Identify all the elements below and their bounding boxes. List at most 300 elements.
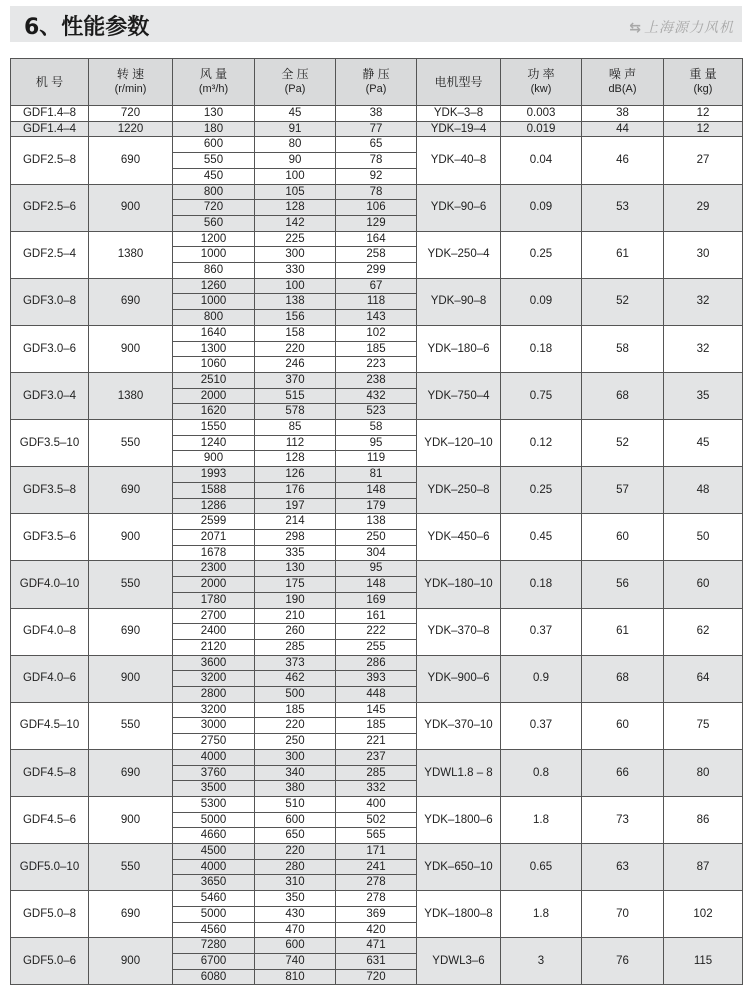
cell-noise: 76	[582, 938, 664, 985]
cell-noise: 70	[582, 891, 664, 938]
table-row	[11, 231, 743, 247]
cell-static-pressure: 420	[336, 922, 417, 938]
cell-static-pressure: 161	[336, 608, 417, 624]
table-row	[11, 938, 743, 954]
table-row	[11, 372, 743, 388]
cell-weight: 29	[664, 184, 743, 231]
cell-total-pressure: 650	[255, 828, 336, 844]
cell-model: GDF3.5–10	[11, 420, 89, 467]
cell-airflow: 3760	[173, 765, 255, 781]
cell-total-pressure: 515	[255, 388, 336, 404]
cell-total-pressure: 578	[255, 404, 336, 420]
cell-model: GDF1.4–8	[11, 106, 89, 122]
cell-static-pressure: 237	[336, 749, 417, 765]
cell-static-pressure: 565	[336, 828, 417, 844]
cell-model: GDF4.0–10	[11, 561, 89, 608]
cell-weight: 80	[664, 749, 743, 796]
cell-airflow: 1588	[173, 482, 255, 498]
cell-airflow: 1000	[173, 247, 255, 263]
cell-airflow: 1300	[173, 341, 255, 357]
cell-model: GDF3.5–8	[11, 467, 89, 514]
cell-weight: 64	[664, 655, 743, 702]
cell-static-pressure: 523	[336, 404, 417, 420]
cell-total-pressure: 112	[255, 435, 336, 451]
cell-airflow: 860	[173, 263, 255, 279]
cell-static-pressure: 286	[336, 655, 417, 671]
cell-power: 0.12	[501, 420, 582, 467]
cell-static-pressure: 631	[336, 953, 417, 969]
cell-static-pressure: 81	[336, 467, 417, 483]
cell-power: 1.8	[501, 796, 582, 843]
cell-total-pressure: 190	[255, 592, 336, 608]
cell-static-pressure: 304	[336, 545, 417, 561]
table-row	[11, 561, 743, 577]
cell-total-pressure: 197	[255, 498, 336, 514]
cell-noise: 52	[582, 278, 664, 325]
cell-noise: 60	[582, 702, 664, 749]
cell-weight: 62	[664, 608, 743, 655]
cell-model: GDF2.5–8	[11, 137, 89, 184]
cell-airflow: 4660	[173, 828, 255, 844]
cell-total-pressure: 175	[255, 577, 336, 593]
col-header-motor-model: 电机型号	[417, 59, 501, 106]
col-header-weight: 重 量 (kg)	[664, 59, 743, 106]
cell-total-pressure: 158	[255, 325, 336, 341]
cell-motor-model: YDK–1800–6	[417, 796, 501, 843]
cell-power: 0.8	[501, 749, 582, 796]
table-row	[11, 137, 743, 153]
cell-noise: 44	[582, 121, 664, 137]
cell-power: 0.25	[501, 231, 582, 278]
cell-power: 0.09	[501, 184, 582, 231]
cell-total-pressure: 462	[255, 671, 336, 687]
table-row	[11, 278, 743, 294]
cell-static-pressure: 169	[336, 592, 417, 608]
cell-total-pressure: 45	[255, 106, 336, 122]
col-header-power: 功 率 (kw)	[501, 59, 582, 106]
cell-power: 0.04	[501, 137, 582, 184]
cell-static-pressure: 129	[336, 215, 417, 231]
cell-airflow: 3500	[173, 781, 255, 797]
cell-static-pressure: 258	[336, 247, 417, 263]
cell-total-pressure: 90	[255, 153, 336, 169]
cell-model: GDF2.5–4	[11, 231, 89, 278]
cell-power: 0.37	[501, 702, 582, 749]
cell-static-pressure: 171	[336, 844, 417, 860]
cell-static-pressure: 102	[336, 325, 417, 341]
cell-model: GDF3.5–6	[11, 514, 89, 561]
cell-weight: 12	[664, 106, 743, 122]
cell-static-pressure: 223	[336, 357, 417, 373]
cell-total-pressure: 185	[255, 702, 336, 718]
cell-airflow: 800	[173, 184, 255, 200]
table-row	[11, 796, 743, 812]
cell-static-pressure: 432	[336, 388, 417, 404]
col-header-total-pressure: 全 压 (Pa)	[255, 59, 336, 106]
cell-airflow: 560	[173, 215, 255, 231]
cell-motor-model: YDK–450–6	[417, 514, 501, 561]
cell-total-pressure: 100	[255, 278, 336, 294]
cell-airflow: 6080	[173, 969, 255, 985]
cell-static-pressure: 369	[336, 906, 417, 922]
cell-noise: 46	[582, 137, 664, 184]
cell-static-pressure: 38	[336, 106, 417, 122]
cell-power: 0.18	[501, 561, 582, 608]
cell-speed: 550	[89, 561, 173, 608]
cell-motor-model: YDK–90–6	[417, 184, 501, 231]
cell-total-pressure: 85	[255, 420, 336, 436]
cell-noise: 63	[582, 844, 664, 891]
cell-total-pressure: 335	[255, 545, 336, 561]
cell-total-pressure: 370	[255, 372, 336, 388]
cell-speed: 690	[89, 891, 173, 938]
cell-airflow: 3650	[173, 875, 255, 891]
cell-speed: 1220	[89, 121, 173, 137]
cell-noise: 38	[582, 106, 664, 122]
cell-total-pressure: 100	[255, 168, 336, 184]
cell-static-pressure: 502	[336, 812, 417, 828]
cell-total-pressure: 220	[255, 844, 336, 860]
cell-total-pressure: 510	[255, 796, 336, 812]
cell-airflow: 900	[173, 451, 255, 467]
cell-total-pressure: 105	[255, 184, 336, 200]
cell-motor-model: YDK–650–10	[417, 844, 501, 891]
cell-static-pressure: 145	[336, 702, 417, 718]
cell-speed: 900	[89, 325, 173, 372]
cell-weight: 75	[664, 702, 743, 749]
cell-motor-model: YDK–180–6	[417, 325, 501, 372]
cell-speed: 690	[89, 278, 173, 325]
cell-total-pressure: 430	[255, 906, 336, 922]
cell-static-pressure: 179	[336, 498, 417, 514]
cell-weight: 60	[664, 561, 743, 608]
cell-total-pressure: 500	[255, 687, 336, 703]
cell-static-pressure: 238	[336, 372, 417, 388]
cell-speed: 900	[89, 184, 173, 231]
cell-total-pressure: 280	[255, 859, 336, 875]
cell-weight: 27	[664, 137, 743, 184]
cell-airflow: 4000	[173, 749, 255, 765]
cell-model: GDF5.0–10	[11, 844, 89, 891]
cell-static-pressure: 278	[336, 891, 417, 907]
cell-model: GDF4.0–8	[11, 608, 89, 655]
cell-total-pressure: 600	[255, 938, 336, 954]
logo-mark-icon: ⇆	[629, 20, 642, 36]
cell-static-pressure: 720	[336, 969, 417, 985]
cell-weight: 50	[664, 514, 743, 561]
cell-weight: 30	[664, 231, 743, 278]
table-row	[11, 655, 743, 671]
cell-noise: 56	[582, 561, 664, 608]
cell-motor-model: YDK–180–10	[417, 561, 501, 608]
col-header-airflow: 风 量 (m³/h)	[173, 59, 255, 106]
cell-airflow: 2400	[173, 624, 255, 640]
cell-motor-model: YDK–19–4	[417, 121, 501, 137]
cell-power: 0.003	[501, 106, 582, 122]
table-row	[11, 844, 743, 860]
cell-airflow: 2800	[173, 687, 255, 703]
cell-static-pressure: 255	[336, 639, 417, 655]
cell-speed: 900	[89, 938, 173, 985]
cell-power: 0.75	[501, 372, 582, 419]
cell-model: GDF3.0–6	[11, 325, 89, 372]
cell-airflow: 3000	[173, 718, 255, 734]
cell-airflow: 2000	[173, 577, 255, 593]
cell-airflow: 550	[173, 153, 255, 169]
table-row	[11, 702, 743, 718]
cell-static-pressure: 471	[336, 938, 417, 954]
cell-airflow: 2510	[173, 372, 255, 388]
cell-static-pressure: 148	[336, 577, 417, 593]
cell-weight: 12	[664, 121, 743, 137]
cell-total-pressure: 142	[255, 215, 336, 231]
cell-noise: 68	[582, 655, 664, 702]
cell-airflow: 1678	[173, 545, 255, 561]
cell-airflow: 1200	[173, 231, 255, 247]
table-row	[11, 420, 743, 436]
cell-motor-model: YDK–90–8	[417, 278, 501, 325]
cell-motor-model: YDK–3–8	[417, 106, 501, 122]
cell-noise: 68	[582, 372, 664, 419]
col-header-static-pressure: 静 压 (Pa)	[336, 59, 417, 106]
cell-speed: 690	[89, 137, 173, 184]
table-row	[11, 325, 743, 341]
cell-power: 3	[501, 938, 582, 985]
cell-airflow: 4000	[173, 859, 255, 875]
cell-static-pressure: 285	[336, 765, 417, 781]
cell-airflow: 2599	[173, 514, 255, 530]
cell-motor-model: YDWL1.8 – 8	[417, 749, 501, 796]
cell-airflow: 3200	[173, 671, 255, 687]
cell-airflow: 1286	[173, 498, 255, 514]
cell-noise: 61	[582, 231, 664, 278]
cell-total-pressure: 156	[255, 310, 336, 326]
cell-motor-model: YDK–1800–8	[417, 891, 501, 938]
cell-airflow: 2300	[173, 561, 255, 577]
cell-weight: 102	[664, 891, 743, 938]
cell-airflow: 1060	[173, 357, 255, 373]
cell-weight: 115	[664, 938, 743, 985]
cell-motor-model: YDWL3–6	[417, 938, 501, 985]
cell-total-pressure: 300	[255, 247, 336, 263]
cell-total-pressure: 300	[255, 749, 336, 765]
cell-power: 0.09	[501, 278, 582, 325]
cell-static-pressure: 67	[336, 278, 417, 294]
cell-airflow: 1993	[173, 467, 255, 483]
cell-total-pressure: 246	[255, 357, 336, 373]
cell-static-pressure: 138	[336, 514, 417, 530]
cell-total-pressure: 470	[255, 922, 336, 938]
cell-model: GDF5.0–8	[11, 891, 89, 938]
cell-airflow: 5000	[173, 906, 255, 922]
cell-weight: 35	[664, 372, 743, 419]
cell-airflow: 1240	[173, 435, 255, 451]
cell-speed: 1380	[89, 231, 173, 278]
cell-airflow: 3200	[173, 702, 255, 718]
cell-weight: 86	[664, 796, 743, 843]
cell-airflow: 1780	[173, 592, 255, 608]
cell-speed: 720	[89, 106, 173, 122]
cell-airflow: 600	[173, 137, 255, 153]
cell-weight: 87	[664, 844, 743, 891]
cell-static-pressure: 332	[336, 781, 417, 797]
cell-airflow: 4560	[173, 922, 255, 938]
cell-model: GDF2.5–6	[11, 184, 89, 231]
cell-motor-model: YDK–370–8	[417, 608, 501, 655]
table-header-row	[11, 59, 743, 106]
cell-model: GDF5.0–6	[11, 938, 89, 985]
cell-airflow: 1000	[173, 294, 255, 310]
cell-total-pressure: 380	[255, 781, 336, 797]
cell-total-pressure: 210	[255, 608, 336, 624]
cell-static-pressure: 250	[336, 529, 417, 545]
cell-airflow: 3600	[173, 655, 255, 671]
cell-power: 0.25	[501, 467, 582, 514]
cell-speed: 900	[89, 514, 173, 561]
cell-total-pressure: 220	[255, 718, 336, 734]
cell-speed: 550	[89, 420, 173, 467]
cell-speed: 550	[89, 702, 173, 749]
cell-static-pressure: 278	[336, 875, 417, 891]
cell-total-pressure: 600	[255, 812, 336, 828]
cell-speed: 1380	[89, 372, 173, 419]
table-row	[11, 749, 743, 765]
cell-motor-model: YDK–250–8	[417, 467, 501, 514]
cell-static-pressure: 164	[336, 231, 417, 247]
cell-airflow: 2700	[173, 608, 255, 624]
table-row	[11, 467, 743, 483]
cell-static-pressure: 185	[336, 718, 417, 734]
cell-total-pressure: 126	[255, 467, 336, 483]
cell-airflow: 2071	[173, 529, 255, 545]
cell-noise: 53	[582, 184, 664, 231]
cell-static-pressure: 118	[336, 294, 417, 310]
col-header-speed: 转 速 (r/min)	[89, 59, 173, 106]
cell-total-pressure: 260	[255, 624, 336, 640]
cell-static-pressure: 119	[336, 451, 417, 467]
cell-airflow: 800	[173, 310, 255, 326]
cell-power: 0.37	[501, 608, 582, 655]
cell-motor-model: YDK–900–6	[417, 655, 501, 702]
cell-static-pressure: 106	[336, 200, 417, 216]
cell-static-pressure: 77	[336, 121, 417, 137]
cell-static-pressure: 221	[336, 734, 417, 750]
cell-total-pressure: 214	[255, 514, 336, 530]
cell-static-pressure: 58	[336, 420, 417, 436]
cell-weight: 32	[664, 325, 743, 372]
cell-static-pressure: 448	[336, 687, 417, 703]
cell-motor-model: YDK–250–4	[417, 231, 501, 278]
cell-static-pressure: 222	[336, 624, 417, 640]
cell-power: 0.45	[501, 514, 582, 561]
cell-total-pressure: 80	[255, 137, 336, 153]
cell-total-pressure: 810	[255, 969, 336, 985]
cell-total-pressure: 220	[255, 341, 336, 357]
cell-total-pressure: 91	[255, 121, 336, 137]
cell-airflow: 180	[173, 121, 255, 137]
cell-noise: 57	[582, 467, 664, 514]
cell-model: GDF4.0–6	[11, 655, 89, 702]
cell-static-pressure: 78	[336, 153, 417, 169]
cell-airflow: 1260	[173, 278, 255, 294]
cell-noise: 52	[582, 420, 664, 467]
cell-airflow: 5300	[173, 796, 255, 812]
cell-speed: 690	[89, 749, 173, 796]
cell-airflow: 7280	[173, 938, 255, 954]
cell-model: GDF3.0–8	[11, 278, 89, 325]
cell-airflow: 1640	[173, 325, 255, 341]
cell-total-pressure: 330	[255, 263, 336, 279]
cell-noise: 73	[582, 796, 664, 843]
cell-static-pressure: 65	[336, 137, 417, 153]
cell-airflow: 130	[173, 106, 255, 122]
cell-power: 0.18	[501, 325, 582, 372]
cell-airflow: 450	[173, 168, 255, 184]
cell-total-pressure: 176	[255, 482, 336, 498]
cell-speed: 550	[89, 844, 173, 891]
brand-logo	[629, 17, 734, 37]
cell-static-pressure: 299	[336, 263, 417, 279]
cell-airflow: 2120	[173, 639, 255, 655]
cell-speed: 690	[89, 608, 173, 655]
cell-motor-model: YDK–40–8	[417, 137, 501, 184]
cell-motor-model: YDK–750–4	[417, 372, 501, 419]
page-title: 6、性能参数	[24, 15, 150, 40]
cell-weight: 32	[664, 278, 743, 325]
table-row	[11, 514, 743, 530]
cell-total-pressure: 130	[255, 561, 336, 577]
cell-motor-model: YDK–370–10	[417, 702, 501, 749]
cell-airflow: 2000	[173, 388, 255, 404]
cell-static-pressure: 241	[336, 859, 417, 875]
cell-airflow: 1620	[173, 404, 255, 420]
performance-table	[10, 58, 743, 985]
cell-total-pressure: 250	[255, 734, 336, 750]
cell-static-pressure: 148	[336, 482, 417, 498]
cell-airflow: 720	[173, 200, 255, 216]
cell-static-pressure: 92	[336, 168, 417, 184]
cell-static-pressure: 393	[336, 671, 417, 687]
cell-speed: 690	[89, 467, 173, 514]
cell-model: GDF3.0–4	[11, 372, 89, 419]
cell-noise: 66	[582, 749, 664, 796]
col-header-model: 机 号	[11, 59, 89, 106]
cell-static-pressure: 143	[336, 310, 417, 326]
cell-speed: 900	[89, 796, 173, 843]
cell-airflow: 4500	[173, 844, 255, 860]
cell-power: 0.9	[501, 655, 582, 702]
section-title-bar	[10, 6, 742, 42]
cell-model: GDF4.5–8	[11, 749, 89, 796]
cell-total-pressure: 285	[255, 639, 336, 655]
cell-static-pressure: 185	[336, 341, 417, 357]
table-row	[11, 121, 743, 137]
cell-model: GDF1.4–4	[11, 121, 89, 137]
cell-weight: 48	[664, 467, 743, 514]
cell-power: 0.019	[501, 121, 582, 137]
cell-total-pressure: 310	[255, 875, 336, 891]
cell-total-pressure: 128	[255, 200, 336, 216]
table-row	[11, 608, 743, 624]
cell-motor-model: YDK–120–10	[417, 420, 501, 467]
cell-total-pressure: 350	[255, 891, 336, 907]
cell-airflow: 5460	[173, 891, 255, 907]
cell-total-pressure: 128	[255, 451, 336, 467]
col-header-noise: 噪 声 dB(A)	[582, 59, 664, 106]
logo-text: 上海源力风机	[644, 20, 734, 36]
cell-static-pressure: 95	[336, 435, 417, 451]
cell-total-pressure: 740	[255, 953, 336, 969]
